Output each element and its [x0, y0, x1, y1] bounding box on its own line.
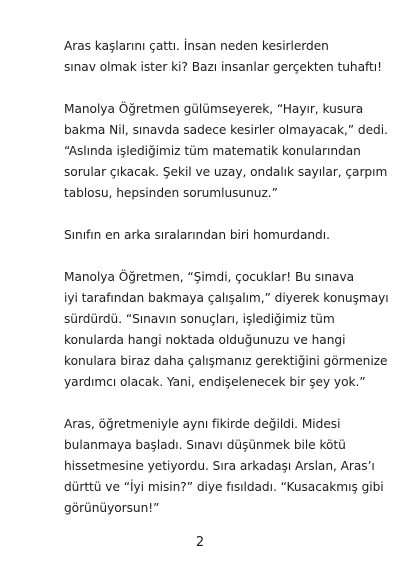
body-text — [42, 36, 389, 540]
text-line: yardımcı olacak. Yani, endişelenecek bir şey yok.” — [64, 375, 366, 389]
paragraph-4 — [42, 267, 389, 393]
text-line: sınav olmak ister ki? Bazı insanlar gerçekten tuhaftı! — [64, 60, 382, 74]
paragraph-5 — [42, 414, 384, 519]
text-line: konularda hangi noktada olduğunuzu ve hangi — [64, 333, 346, 347]
text-line: Manolya Öğretmen gülümseyerek, “Hayır, kusura — [64, 102, 364, 116]
text-line: dürttü ve “İyi misin?” diye fısıldadı. “Kusacakmış gibi — [64, 480, 384, 494]
text-line: Aras, öğretmeniyle aynı fikirde değildi. Midesi — [64, 417, 341, 431]
text-line: bakma Nil, sınavda sadece kesirler olmayacak,” dedi. — [64, 123, 388, 137]
text-line: sürdürdü. “Sınavın sonuçları, işlediğimiz tüm — [64, 312, 335, 326]
text-line: görünüyorsun!” — [64, 501, 160, 515]
text-line: bulanmaya başladı. Sınavı düşünmek bile kötü — [64, 438, 346, 452]
paragraph-1 — [42, 36, 382, 78]
text-line: tablosu, hepsinden sorumlusunuz.” — [64, 186, 278, 200]
page-number: 2 — [195, 535, 205, 550]
paragraph-3 — [42, 225, 372, 246]
text-line: hissetmesine yetiyordu. Sıra arkadaşı Arslan, Aras’ı — [64, 459, 375, 473]
text-line: sorular çıkacak. Şekil ve uzay, ondalık sayılar, çarpım — [64, 165, 388, 179]
paragraph-2 — [42, 99, 388, 204]
text-line: konulara biraz daha çalışmanız gerektiğini görmenize — [64, 354, 388, 368]
text-line: Manolya Öğretmen, “Şimdi, çocuklar! Bu sınava — [64, 270, 355, 284]
text-line: Aras kaşlarını çattı. İnsan neden kesirlerden — [64, 39, 329, 53]
text-line: Sınıfın en arka sıralarından biri homurdandı. — [64, 228, 330, 242]
text-line: “Aslında işlediğimiz tüm matematik konularından — [64, 144, 361, 158]
text-line: iyi tarafından bakmaya çalışalım,” diyerek konuşmayı — [64, 291, 389, 305]
